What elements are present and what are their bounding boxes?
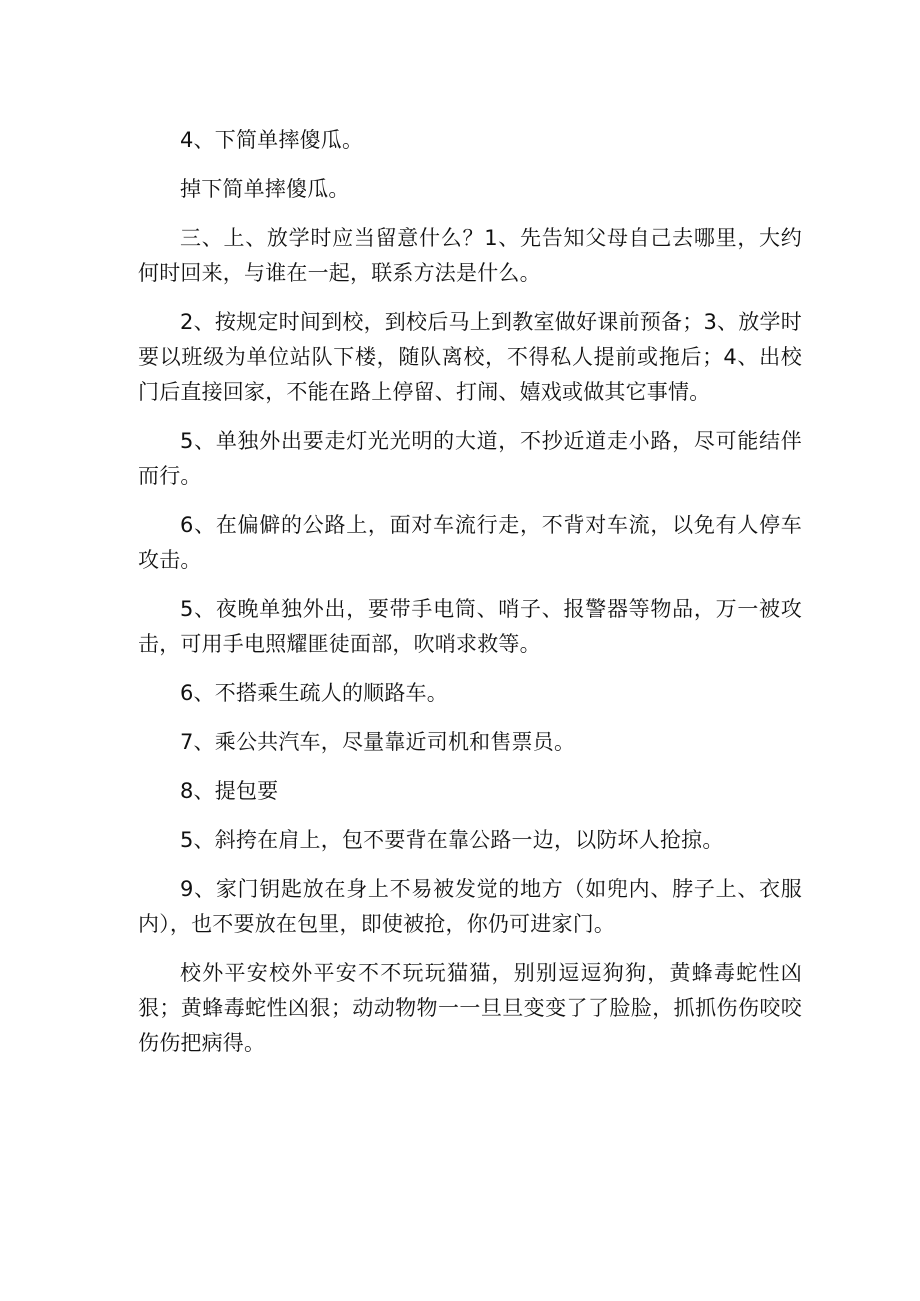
paragraph: 5、斜挎在肩上，包不要背在靠公路一边，以防坏人抢掠。 xyxy=(180,828,724,852)
paragraph: 5、单独外出要走灯光光明的大道，不抄近道走小路，尽可能结伴而行。 xyxy=(138,429,802,488)
paragraph: 7、乘公共汽车，尽量靠近司机和售票员。 xyxy=(180,730,576,754)
paragraph: 4、下简单摔傻瓜。 xyxy=(180,128,364,152)
paragraph: 校外平安校外平安不不玩玩猫猫，别别逗逗狗狗，黄蜂毒蛇性凶狠；黄蜂毒蛇性凶狠；动动物物一一旦旦变变了了脸脸，抓抓伤伤咬咬伤伤把病得。 xyxy=(138,961,802,1055)
paragraph: 6、在偏僻的公路上，面对车流行走，不背对车流，以免有人停车攻击。 xyxy=(138,513,802,572)
paragraph: 6、不搭乘生疏人的顺路车。 xyxy=(180,681,448,705)
paragraph: 掉下简单摔傻瓜。 xyxy=(180,177,350,201)
paragraph: 5、夜晚单独外出，要带手电筒、哨子、报警器等物品，万一被攻击，可用手电照耀匪徒面部，吹哨求救等。 xyxy=(138,597,802,656)
paragraph: 2、按规定时间到校，到校后马上到教室做好课前预备；3、放学时要以班级为单位站队下楼，随队离校，不得私人提前或拖后；4、出校门后直接回家，不能在路上停留、打闹、嬉戏或做其它事情。 xyxy=(138,310,802,404)
paragraph: 8、提包要 xyxy=(180,779,279,803)
paragraph: 三、上、放学时应当留意什么？1、先告知父母自己去哪里，大约何时回来，与谁在一起，联系方法是什么。 xyxy=(138,226,802,285)
document-body xyxy=(138,123,802,1075)
paragraph: 9、家门钥匙放在身上不易被发觉的地方（如兜内、脖子上、衣服内），也不要放在包里，即使被抢，你仍可进家门。 xyxy=(138,877,802,936)
